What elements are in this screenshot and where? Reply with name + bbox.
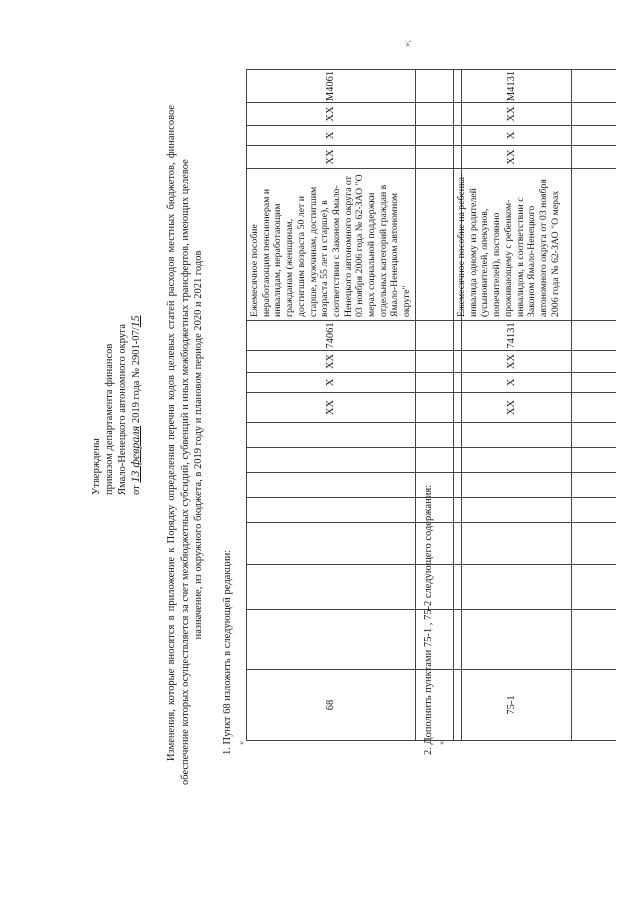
code-cell: XX — [454, 393, 572, 423]
description-cell: Ежемесячное пособие на ребенка-инвалида одному из родителей (усыновителей, опекунов, попечителей), постоянно проживающему с ребенком-инвалидом, в соответствии с Законом Ямало-Ненецкого автономного округа от 03 ноября 2006 года № 62-ЗАО "О мерах — [454, 169, 572, 321]
approval-line-1: Утверждены — [91, 438, 102, 495]
empty-cell — [454, 565, 572, 610]
empty-cell — [247, 448, 416, 473]
table-item-75-1 — [453, 69, 616, 741]
empty-cell — [247, 523, 416, 565]
code-cell: XX — [247, 393, 416, 423]
approval-date-prefix: от — [131, 485, 142, 495]
description-cell: Ежемесячное пособие неработающим пенсионерам и инвалидам, неработающим гражданам (женщинам, достигшим возраста 50 лет и старше, мужчинам, достигшим возраста 55 лет и старше), в соответствии с Законом Ямало-Ненецкого автономного округа от 03 ноября 2006 года № 62-ЗАО "О мерах социальной поддержки отдельных категорий граждан в Ямало-Ненецком автономном округе" — [247, 169, 416, 321]
approval-line-2: приказом департамента финансов — [104, 343, 115, 495]
empty-cell — [247, 498, 416, 523]
empty-cell — [454, 498, 572, 523]
section-2-open-quote: « — [437, 741, 446, 745]
code-cell: X — [247, 373, 416, 393]
empty-cell — [572, 523, 616, 565]
handwritten-date: 13 февраля — [128, 425, 142, 483]
empty-cell — [454, 610, 572, 670]
section-1-open-quote: « — [237, 741, 246, 745]
code-cell: XX — [454, 146, 572, 169]
empty-cell — [572, 498, 616, 523]
item-number-cell: 75-1 — [454, 670, 572, 741]
code-cell: X — [454, 373, 572, 393]
section-1-heading: 1. Пункт 68 изложить в следующей редакции: — [222, 549, 233, 755]
empty-cell — [247, 565, 416, 610]
code-cell: M4131 — [454, 70, 572, 103]
empty-cell — [454, 448, 572, 473]
empty-cell — [572, 473, 616, 498]
empty-cell — [572, 169, 616, 321]
empty-cell — [572, 321, 616, 351]
empty-cell — [572, 126, 616, 146]
empty-cell — [572, 351, 616, 373]
empty-cell — [572, 146, 616, 169]
closing-quote-mark: »; — [402, 39, 412, 47]
empty-cell — [247, 473, 416, 498]
code-cell: XX — [247, 351, 416, 373]
document-intro — [165, 105, 206, 785]
intro-paragraph: Изменения, которые вносятся в приложение к Порядку определения перечня кодов целевых статей расходов местных бюджетов, финансовое обеспечение которых осуществляется за счет межбюджетных субсидий, субвенций и иных межбюджетных трансфертов, имеющих целевое — [166, 105, 191, 785]
empty-cell — [572, 373, 616, 393]
empty-cell — [572, 393, 616, 423]
empty-cell — [247, 423, 416, 448]
code-cell: XX — [247, 146, 416, 169]
handwritten-number: 15 — [128, 315, 142, 328]
table-row — [247, 70, 416, 741]
approval-date-suffix: 2019 года № 2901-07/ — [131, 327, 142, 424]
code-cell: XX — [454, 103, 572, 126]
approval-line-3: Ямало-Ненецкого автономного округа — [117, 323, 128, 495]
approval-line-4 — [129, 315, 143, 495]
empty-cell — [454, 423, 572, 448]
empty-cell — [572, 70, 616, 103]
empty-cell — [572, 103, 616, 126]
intro-paragraph-end: назначение, из окружного бюджета, в 2019 году и плановом периоде 2020 и 2021 годов — [193, 250, 204, 640]
empty-cell — [454, 473, 572, 498]
section-2-heading: 2. Дополнить пунктами 75-1 , 75-2 следующего содержания: — [423, 484, 434, 755]
code-cell: 74131 — [454, 321, 572, 351]
empty-cell — [572, 610, 616, 670]
item-number-cell: 68 — [247, 670, 416, 741]
code-cell: X — [247, 126, 416, 146]
code-cell: 74061 — [247, 321, 416, 351]
empty-cell — [572, 423, 616, 448]
code-cell: X — [454, 126, 572, 146]
table-row — [572, 70, 616, 741]
code-cell: XX — [454, 351, 572, 373]
empty-cell — [454, 523, 572, 565]
empty-cell — [572, 448, 616, 473]
empty-cell — [247, 610, 416, 670]
empty-cell — [572, 565, 616, 610]
approval-block — [90, 315, 143, 495]
empty-cell — [572, 670, 616, 741]
code-cell: XX — [247, 103, 416, 126]
code-cell: M4061 — [247, 70, 416, 103]
table-row — [454, 70, 572, 741]
